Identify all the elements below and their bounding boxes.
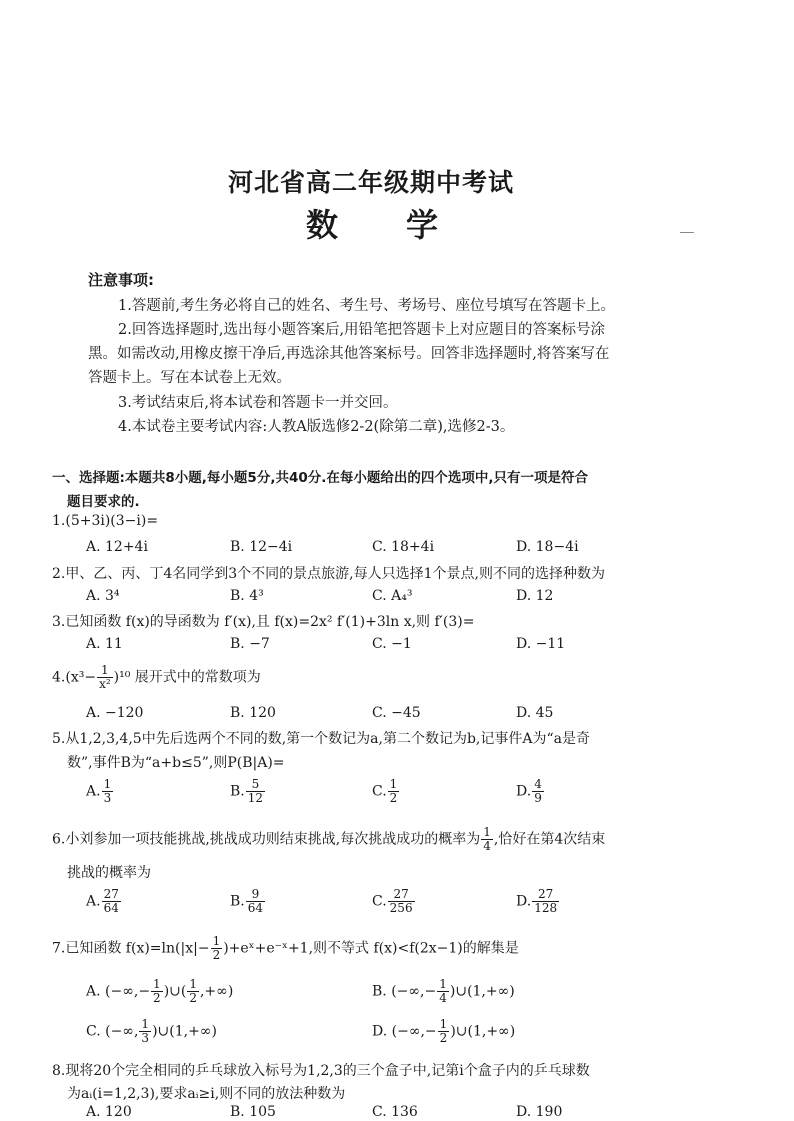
q5-b-label: B. [230, 783, 245, 800]
q7-a-num-1: 1 [153, 977, 161, 991]
q5-d-fraction [532, 778, 544, 805]
q6-a-fraction [102, 888, 121, 915]
q6-stem-den: 4 [483, 839, 491, 853]
q6-d-den: 128 [534, 901, 558, 915]
note-line-3: 3.考试结束后,将本试卷和答题卡一并交回。 [118, 395, 398, 411]
q5-b-fraction [246, 778, 265, 805]
q6-b-den: 64 [247, 901, 264, 915]
q7-a-den-1: 2 [153, 991, 161, 1005]
q8-option-d: D. 190 [516, 1104, 563, 1120]
q7-stem [52, 935, 519, 962]
q8-option-a: A. 120 [86, 1104, 132, 1120]
q5-c-num: 1 [389, 777, 398, 791]
q5-a-num: 1 [103, 777, 112, 791]
q7-c-post: )∪(1,+∞) [152, 1023, 217, 1040]
q6-stem-post: ,恰好在第4次结束 [493, 831, 606, 848]
q6-c-den: 256 [389, 901, 413, 915]
note-line-1: 1.答题前,考生务必将自己的姓名、考生号、考场号、座位号填写在答题卡上。 [118, 298, 615, 314]
q1-option-a: A. 12+4i [86, 539, 148, 555]
q8-stem-line2: 为aᵢ(i=1,2,3),要求aᵢ≥i,则不同的放法种数为 [67, 1086, 346, 1102]
q5-c-label: C. [372, 783, 387, 800]
q7-stem-num: 1 [212, 934, 221, 948]
q7-c-fraction [139, 1018, 151, 1045]
q2-option-b: B. 4³ [230, 588, 264, 604]
q2-stem: 2.甲、乙、丙、丁4名同学到3个不同的景点旅游,每人只选择1个景点,则不同的选择种数为 [52, 566, 605, 582]
q7-stem-den: 2 [212, 948, 221, 962]
q5-option-b [230, 778, 266, 805]
q8-option-b: B. 105 [230, 1104, 276, 1120]
q5-a-fraction [102, 778, 114, 805]
q6-stem-line1 [52, 826, 605, 853]
decorative-dash [680, 232, 694, 233]
q8-stem-line1: 8.现将20个完全相同的乒乓球放入标号为1,2,3的三个盒子中,记第i个盒子内的乒乓球数 [52, 1063, 590, 1079]
q7-c-den: 3 [141, 1031, 150, 1045]
q6-b-fraction [246, 888, 265, 915]
q5-a-den: 3 [103, 791, 112, 805]
q4-option-c: C. −45 [372, 705, 421, 721]
q4-option-d: D. 45 [516, 705, 554, 721]
q6-c-fraction [388, 888, 415, 915]
q5-option-c [372, 778, 400, 805]
q6-option-b [230, 888, 266, 915]
notes-heading: 注意事项: [88, 271, 154, 289]
q8-option-c: C. 136 [372, 1104, 418, 1120]
q5-stem-line2: 数”,事件B为“a+b≤5”,则P(B|A)= [67, 755, 285, 771]
q7-a-mid: )∪( [163, 983, 187, 1000]
q3-option-d: D. −11 [516, 636, 566, 652]
q7-option-d [372, 1018, 515, 1045]
q1-option-c: C. 18+4i [372, 539, 435, 555]
q7-d-num: 1 [439, 1017, 448, 1031]
q1-option-d: D. 18−4i [516, 539, 579, 555]
q3-option-c: C. −1 [372, 636, 412, 652]
note-line-4: 4.本试卷主要考试内容:人教A版选修2-2(除第二章),选修2-3。 [118, 419, 515, 435]
note-line-2b: 黑。如需改动,用橡皮擦干净后,再选涂其他答案标号。回答非选择题时,将答案写在 [88, 346, 610, 362]
q5-option-a [86, 778, 114, 805]
q7-a-fraction-1 [151, 978, 163, 1005]
q4-stem [52, 664, 261, 691]
q2-option-d: D. 12 [516, 588, 554, 604]
section-heading-line1: 一、选择题:本题共8小题,每小题5分,共40分.在每小题给出的四个选项中,只有一项是符合 [52, 470, 588, 486]
q6-option-d [516, 888, 560, 915]
q7-b-den: 4 [439, 991, 447, 1005]
q5-c-fraction [388, 778, 400, 805]
q7-a-den-2: 2 [189, 991, 197, 1005]
q7-c-pre: C. (−∞, [86, 1023, 139, 1040]
q6-b-label: B. [230, 893, 245, 910]
q4-stem-post: )¹⁰ 展开式中的常数项为 [113, 669, 261, 686]
q4-stem-pre: 4.(x³− [52, 669, 97, 686]
q3-option-b: B. −7 [230, 636, 270, 652]
q7-a-num-2: 1 [189, 977, 197, 991]
q7-option-a [86, 978, 233, 1005]
q7-a-post: ,+∞) [199, 983, 234, 1000]
q6-option-a [86, 888, 122, 915]
q6-c-label: C. [372, 893, 387, 910]
q7-a-pre: A. (−∞,− [86, 983, 151, 1000]
q7-option-b [372, 978, 515, 1005]
q4-frac-num: 1 [97, 664, 113, 678]
q7-b-pre: B. (−∞,− [372, 983, 437, 1000]
q5-option-d [516, 778, 545, 805]
q4-option-b: B. 120 [230, 705, 276, 721]
q7-a-fraction-2 [187, 978, 199, 1005]
q6-stem-pre: 6.小刘参加一项技能挑战,挑战成功则结束挑战,每次挑战成功的概率为 [52, 831, 481, 848]
q6-option-c [372, 888, 416, 915]
note-line-2c: 答题卡上。写在本试卷上无效。 [88, 370, 291, 386]
q6-b-num: 9 [246, 888, 265, 902]
q7-stem-fraction [211, 935, 223, 962]
q5-d-label: D. [516, 783, 532, 800]
q6-a-label: A. [86, 893, 101, 910]
q6-stem-fraction [481, 826, 493, 853]
q5-a-label: A. [86, 783, 101, 800]
q5-stem-line1: 5.从1,2,3,4,5中先后选两个不同的数,第一个数记为a,第二个数记为b,记事件A为“a是奇 [52, 731, 590, 747]
q3-stem: 3.已知函数 f(x)的导函数为 f′(x),且 f(x)=2x² f′(1)+3ln x,则 f′(3)= [52, 614, 475, 630]
q6-c-num: 27 [388, 888, 415, 902]
q1-option-b: B. 12−4i [230, 539, 293, 555]
q4-fraction [97, 664, 113, 691]
q7-c-num: 1 [141, 1017, 150, 1031]
q5-c-den: 2 [389, 791, 398, 805]
q6-d-label: D. [516, 893, 532, 910]
q4-option-a: A. −120 [86, 705, 144, 721]
q2-option-a: A. 3⁴ [86, 588, 120, 604]
q6-d-fraction [532, 888, 559, 915]
q7-d-pre: D. (−∞,− [372, 1023, 437, 1040]
section-heading-line2: 题目要求的. [67, 494, 140, 510]
q6-d-num: 27 [532, 888, 559, 902]
q3-option-a: A. 11 [86, 636, 123, 652]
q7-d-post: )∪(1,+∞) [450, 1023, 516, 1040]
q6-a-num: 27 [103, 887, 119, 901]
exam-title: 河北省高二年级期中考试 [228, 168, 515, 197]
q2-option-c: C. A₄³ [372, 588, 413, 604]
q6-a-den: 64 [103, 901, 119, 915]
q5-d-num: 4 [534, 777, 542, 791]
q7-stem-post: )+eˣ+e⁻ˣ+1,则不等式 f(x)<f(2x−1)的解集是 [223, 940, 519, 957]
q6-stem-num: 1 [483, 825, 491, 839]
q5-b-num: 5 [246, 778, 265, 792]
q7-d-den: 2 [439, 1031, 448, 1045]
q7-b-num: 1 [439, 977, 447, 991]
q7-stem-pre: 7.已知函数 f(x)=ln(|x|− [52, 940, 210, 957]
q7-option-c [86, 1018, 217, 1045]
q1-stem: 1.(5+3i)(3−i)= [52, 513, 159, 529]
q7-b-post: )∪(1,+∞) [449, 983, 515, 1000]
q7-d-fraction [438, 1018, 450, 1045]
q7-b-fraction [437, 978, 449, 1005]
q5-b-den: 12 [247, 791, 264, 805]
note-line-2a: 2.回答选择题时,选出每小题答案后,用铅笔把答题卡上对应题目的答案标号涂 [118, 322, 606, 338]
q4-frac-den: x² [99, 677, 111, 691]
q6-stem-line2: 挑战的概率为 [67, 865, 151, 881]
q5-d-den: 9 [534, 791, 542, 805]
subject-title: 数学 [306, 206, 507, 244]
